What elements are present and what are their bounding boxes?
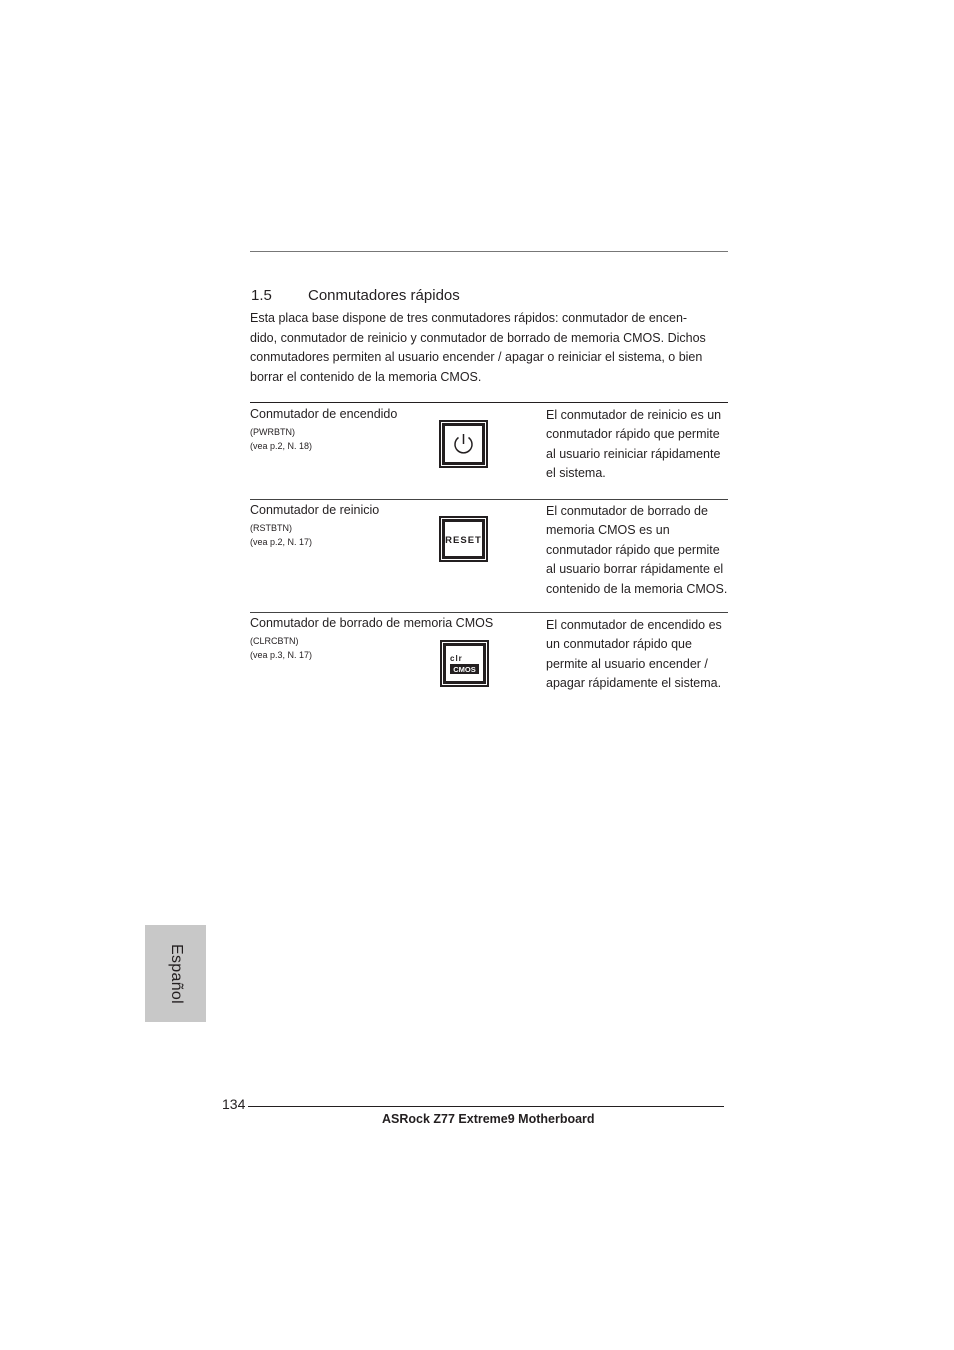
clear-cmos-icon [440, 640, 489, 687]
section-heading [251, 287, 460, 304]
reset-switch-name: Conmutador de reinicio [250, 503, 380, 517]
description-line: el sistema. [546, 466, 606, 481]
clear-cmos-icon-text-bottom: CMOS [453, 665, 476, 674]
description-line: conmutador rápido que permite [546, 427, 720, 442]
intro-line: dido, conmutador de reinicio y conmutador de borrado de memoria CMOS. Dichos [250, 330, 706, 345]
intro-paragraph [250, 309, 728, 388]
description-line: permite al usuario encender / [546, 656, 708, 671]
power-icon [439, 420, 488, 468]
intro-line: conmutadores permiten al usuario encender / apagar o reiniciar el sistema, o bien [250, 350, 703, 365]
section-title: Conmutadores rápidos [308, 287, 460, 304]
page-number: 134 [222, 1096, 246, 1112]
description-line: conmutador rápido que permite [546, 542, 720, 557]
clear-cmos-icon-text-top: clr [450, 654, 463, 663]
reset-switch-code: (RSTBTN) [250, 523, 292, 533]
intro-line: borrar el contenido de la memoria CMOS. [250, 370, 482, 385]
description-line: apagar rápidamente el sistema. [546, 676, 722, 691]
language-side-tab [145, 925, 206, 1022]
description-line: un conmutador rápido que [546, 637, 692, 652]
footer-product-name: ASRock Z77 Extreme9 Motherboard [382, 1112, 595, 1126]
description-line: al usuario borrar rápidamente el [546, 562, 724, 577]
description-line: El conmutador de borrado de [546, 504, 708, 518]
description-line: El conmutador de encendido es [546, 618, 722, 632]
section-number: 1.5 [251, 287, 272, 304]
table-top-rule [250, 402, 728, 403]
description-line: contenido de la memoria CMOS. [546, 581, 728, 596]
description-line: El conmutador de reinicio es un [546, 408, 722, 422]
reset-switch-description [546, 502, 727, 599]
power-switch-ref: (vea p.2, N. 18) [250, 441, 313, 451]
row-divider [250, 612, 728, 613]
intro-line: Esta placa base dispone de tres conmutadores rápidos: conmutador de encen- [250, 311, 688, 325]
reset-switch-ref: (vea p.2, N. 17) [250, 537, 313, 547]
clear-cmos-switch-description [546, 616, 722, 694]
row-divider [250, 499, 728, 500]
description-line: memoria CMOS es un [546, 523, 670, 538]
clear-cmos-switch-ref: (vea p.3, N. 17) [250, 650, 313, 660]
description-line: al usuario reiniciar rápidamente [546, 446, 721, 461]
power-switch-description [546, 406, 721, 484]
clear-cmos-switch-name: Conmutador de borrado de memoria CMOS [250, 616, 494, 630]
power-switch-name: Conmutador de encendido [250, 407, 398, 421]
clear-cmos-switch-code: (CLRCBTN) [250, 636, 299, 646]
footer-rule [248, 1106, 724, 1107]
power-switch-code: (PWRBTN) [250, 427, 295, 437]
top-divider [250, 251, 728, 252]
language-tab-label: Español [167, 943, 185, 1004]
reset-icon [439, 516, 488, 562]
reset-icon-text: RESET [445, 535, 482, 546]
